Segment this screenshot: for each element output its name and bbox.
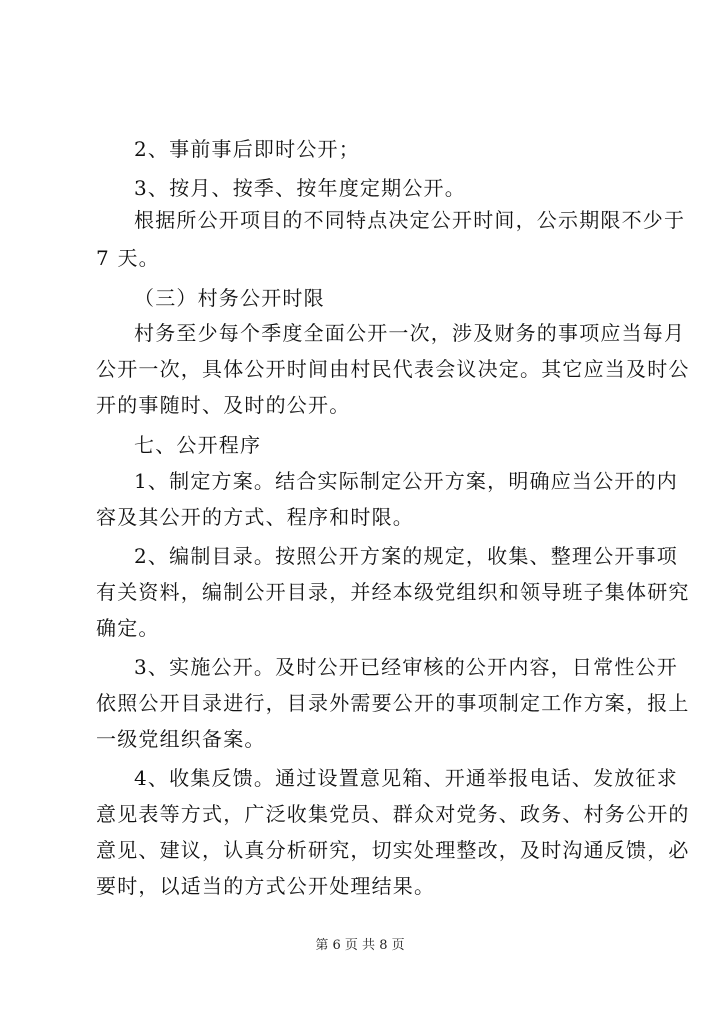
text-line: 公开一次，具体公开时间由村民代表会议决定。其它应当及时公 <box>96 357 690 381</box>
text-line: 意见、建议，认真分析研究，切实处理整改，及时沟通反馈，必 <box>96 838 690 862</box>
text-line: 开的事随时、及时的公开。 <box>96 393 351 417</box>
text-line: 4、收集反馈。通过设置意见箱、开通举报电话、发放征求 <box>134 766 678 790</box>
text-line: 容及其公开的方式、程序和时限。 <box>96 505 414 529</box>
section-heading: 七、公开程序 <box>134 433 262 457</box>
text-line: 要时，以适当的方式公开处理结果。 <box>96 874 436 898</box>
text-line: 意见表等方式，广泛收集党员、群众对党务、政务、村务公开的 <box>96 802 690 826</box>
text-line: 确定。 <box>96 616 160 640</box>
page-number-footer: 第 6 页 共 8 页 <box>315 938 405 953</box>
text-line: 3、按月、按季、按年度定期公开。 <box>134 176 466 200</box>
text-line: 2、事前事后即时公开； <box>134 137 360 161</box>
text-line: 3、实施公开。及时公开已经审核的公开内容，日常性公开 <box>134 655 678 679</box>
text-line: 根据所公开项目的不同特点决定公开时间，公示期限不少于 <box>134 208 686 232</box>
text-line: 1、制定方案。结合实际制定公开方案，明确应当公开的内 <box>134 469 678 493</box>
section-heading: （三）村务公开时限 <box>134 286 325 310</box>
text-line: 有关资料，编制公开目录，并经本级党组织和领导班子集体研究 <box>96 580 690 604</box>
text-line: 7 天。 <box>96 246 160 270</box>
text-line: 一级党组织备案。 <box>96 727 266 751</box>
text-line: 依照公开目录进行，目录外需要公开的事项制定工作方案，报上 <box>96 691 690 715</box>
text-line: 2、编制目录。按照公开方案的规定，收集、整理公开事项 <box>134 544 678 568</box>
text-line: 村务至少每个季度全面公开一次，涉及财务的事项应当每月 <box>134 321 686 345</box>
